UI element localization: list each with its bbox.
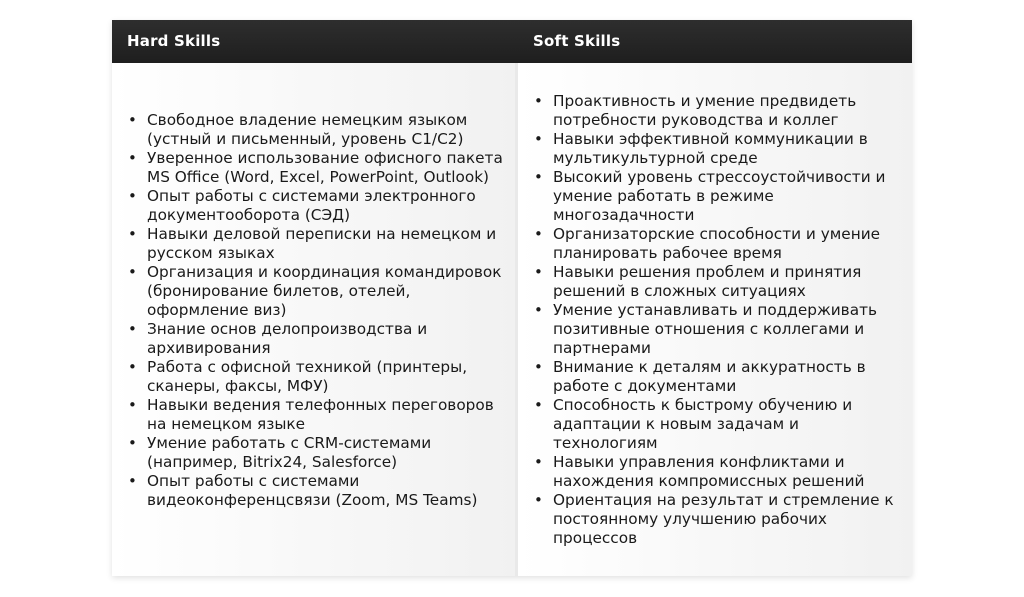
bullet-icon: •	[128, 396, 137, 414]
hard-skill-item-text: Организация и координация командировок (бронирование билетов, отелей, оформление виз)	[147, 263, 502, 319]
soft-skill-list-item	[533, 263, 903, 301]
hard-skill-item-text: Навыки деловой переписки на немецком и русском языках	[147, 225, 497, 262]
hard-skill-item-text: Работа с офисной техникой (принтеры, сканеры, факсы, МФУ)	[147, 358, 468, 395]
soft-skill-item-text: Высокий уровень стрессоустойчивости и умение работать в режиме многозадачности	[553, 168, 886, 224]
hard-skills-list	[127, 111, 507, 510]
hard-skill-list-item	[127, 187, 507, 225]
soft-skill-list-item	[533, 358, 903, 396]
soft-skill-list-item	[533, 453, 903, 491]
bullet-icon: •	[534, 358, 543, 376]
hard-skill-list-item	[127, 111, 507, 149]
hard-skill-list-item	[127, 225, 507, 263]
soft-skill-item-text: Проактивность и умение предвидеть потребности руководства и коллег	[553, 92, 857, 129]
soft-skill-list-item	[533, 225, 903, 263]
bullet-icon: •	[534, 168, 543, 186]
hard-skill-list-item	[127, 358, 507, 396]
hard-skill-list-item	[127, 149, 507, 187]
hard-skill-item-text: Опыт работы с системами электронного документооборота (СЭД)	[147, 187, 476, 224]
bullet-icon: •	[128, 472, 137, 490]
hard-skill-list-item	[127, 472, 507, 510]
bullet-icon: •	[534, 225, 543, 243]
hard-skill-item-text: Навыки ведения телефонных переговоров на немецком языке	[147, 396, 494, 433]
bullet-icon: •	[128, 111, 137, 129]
soft-skill-item-text: Способность к быстрому обучению и адаптации к новым задачам и технологиям	[553, 396, 853, 452]
bullet-icon: •	[128, 225, 137, 243]
skills-table	[112, 20, 912, 576]
bullet-icon: •	[128, 358, 137, 376]
bullet-icon: •	[128, 187, 137, 205]
soft-skill-list-item	[533, 301, 903, 358]
hard-skill-item-text: Знание основ делопроизводства и архивирования	[147, 320, 428, 357]
bullet-icon: •	[534, 453, 543, 471]
hard-skill-item-text: Умение работать с CRM-системами (например, Bitrix24, Salesforce)	[147, 434, 432, 471]
soft-skill-item-text: Ориентация на результат и стремление к постоянному улучшению рабочих процессов	[553, 491, 894, 547]
soft-skill-list-item	[533, 491, 903, 548]
soft-skill-item-text: Навыки эффективной коммуникации в мультикультурной среде	[553, 130, 868, 167]
soft-skill-list-item	[533, 92, 903, 130]
hard-skill-list-item	[127, 434, 507, 472]
bullet-icon: •	[534, 263, 543, 281]
soft-skills-list	[533, 92, 903, 548]
hard-skills-cell	[112, 63, 515, 576]
hard-skill-item-text: Уверенное использование офисного пакета MS Office (Word, Excel, PowerPoint, Outlook)	[147, 149, 503, 186]
bullet-icon: •	[534, 130, 543, 148]
hard-skill-list-item	[127, 320, 507, 358]
soft-skills-header: Soft Skills	[533, 32, 621, 50]
soft-skill-item-text: Навыки управления конфликтами и нахождения компромиссных решений	[553, 453, 865, 490]
table-body-row	[112, 63, 912, 576]
soft-skill-item-text: Навыки решения проблем и принятия решений в сложных ситуациях	[553, 263, 862, 300]
soft-skill-list-item	[533, 168, 903, 225]
hard-skill-item-text: Опыт работы с системами видеоконференцсвязи (Zoom, MS Teams)	[147, 472, 478, 509]
hard-skill-item-text: Свободное владение немецким языком (устный и письменный, уровень С1/С2)	[147, 111, 468, 148]
soft-skill-item-text: Внимание к деталям и аккуратность в работе с документами	[553, 358, 866, 395]
bullet-icon: •	[128, 263, 137, 281]
bullet-icon: •	[128, 149, 137, 167]
bullet-icon: •	[534, 301, 543, 319]
bullet-icon: •	[534, 396, 543, 414]
bullet-icon: •	[128, 434, 137, 452]
table-header-row	[112, 20, 912, 63]
bullet-icon: •	[534, 92, 543, 110]
hard-skill-list-item	[127, 263, 507, 320]
soft-skill-item-text: Умение устанавливать и поддерживать позитивные отношения с коллегами и партнерами	[553, 301, 877, 357]
soft-skill-list-item	[533, 130, 903, 168]
hard-skills-header: Hard Skills	[127, 32, 221, 50]
soft-skill-item-text: Организаторские способности и умение планировать рабочее время	[553, 225, 881, 262]
soft-skill-list-item	[533, 396, 903, 453]
bullet-icon: •	[534, 491, 543, 509]
bullet-icon: •	[128, 320, 137, 338]
soft-skills-cell	[518, 63, 912, 576]
hard-skill-list-item	[127, 396, 507, 434]
